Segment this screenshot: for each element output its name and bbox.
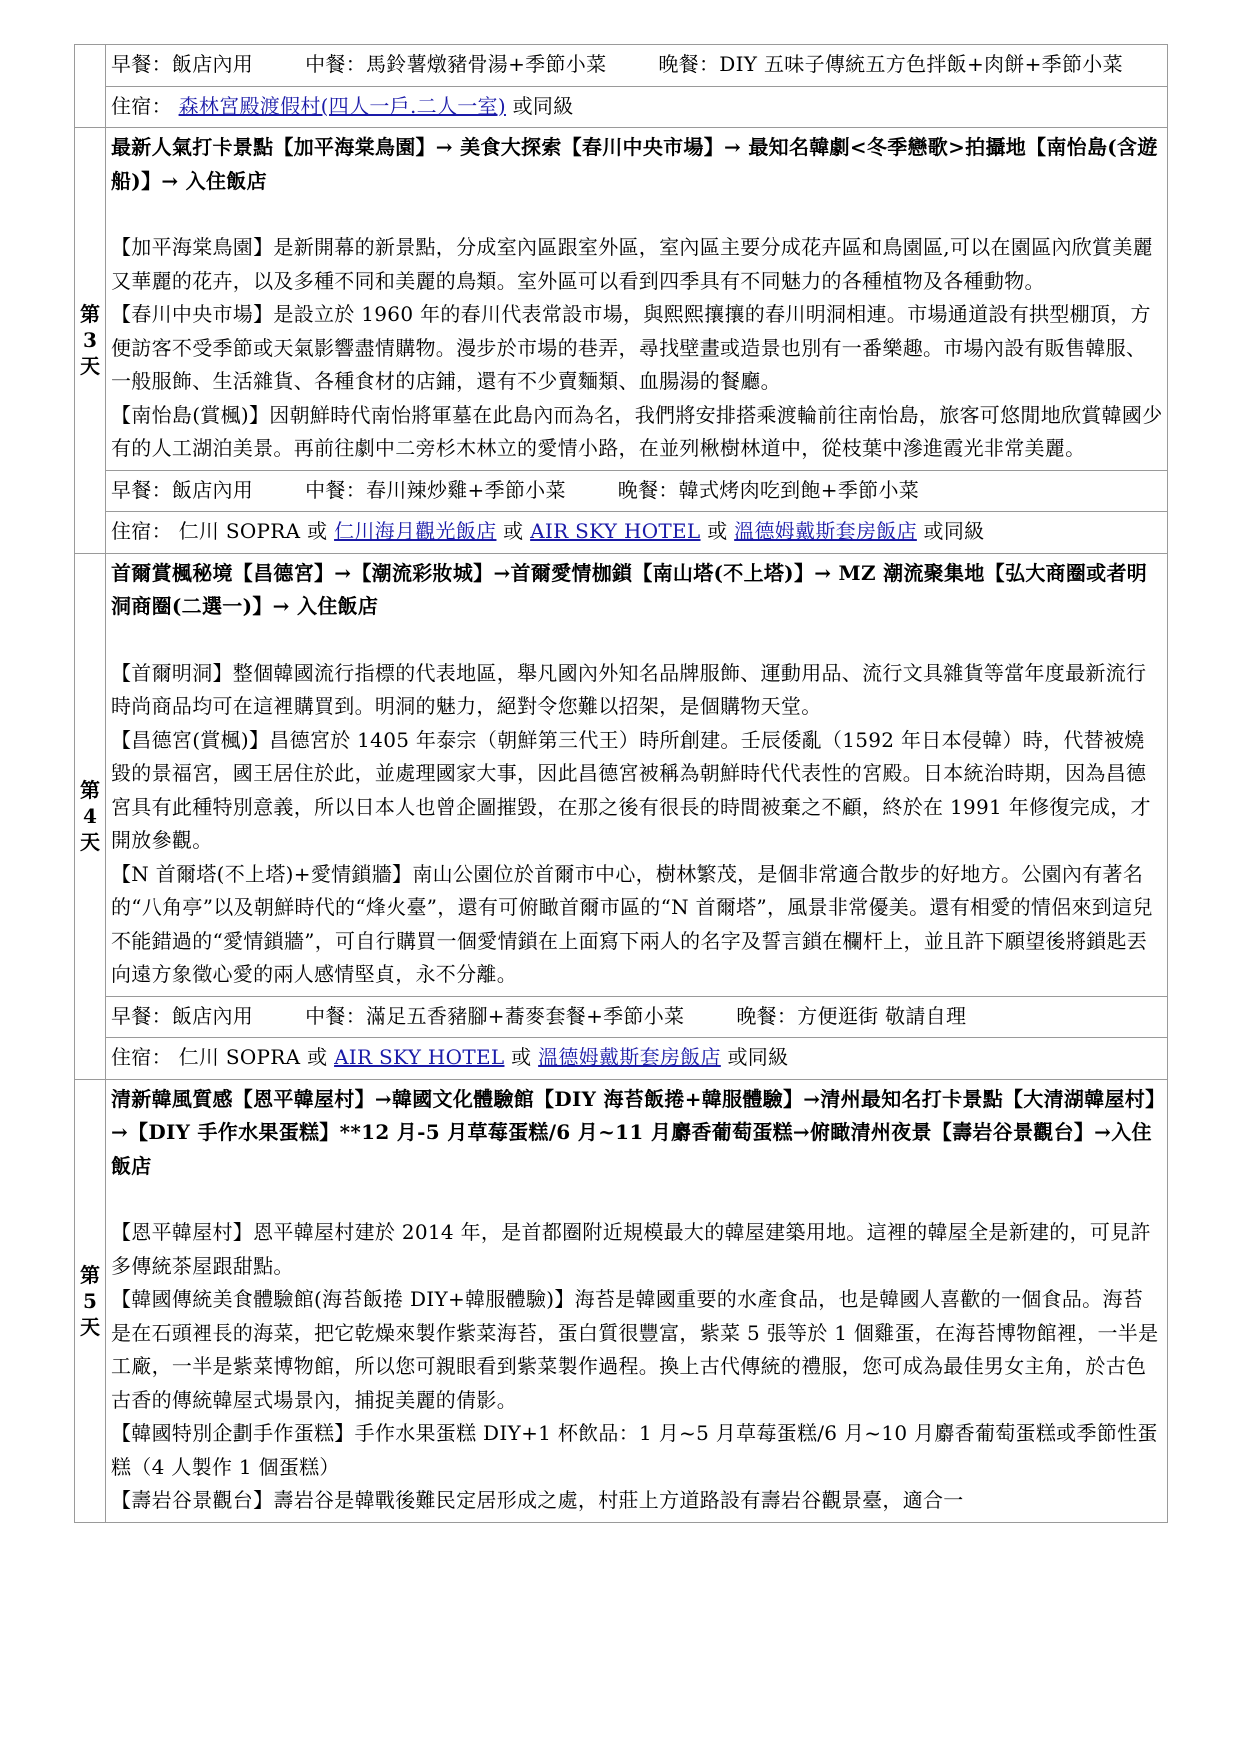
day5-paragraph: 【壽岩谷景觀台】壽岩谷是韓戰後難民定居形成之處，村莊上方道路設有壽岩谷觀景臺，適合一 — [111, 1488, 964, 1512]
day4-paragraph: 【N 首爾塔(不上塔)+愛情鎖牆】南山公園位於首爾市中心，樹林繁茂，是個非常適合散步的好地方。公園內有著名的“八角亭”以及朝鮮時代的“烽火臺”，還有可俯瞰首爾市區的“N 首爾塔”，風景非常優美。還有相愛的情侶來到這兒不能錯過的“愛情鎖牆”，可自行購買一個愛情鎖在上面寫下兩人的名字及誓言鎖在欄杆上，並且許下願望後將鎖匙丟向遠方象徵心愛的兩人感情堅貞，永不分離。 — [111, 861, 1153, 986]
dinner-text: 晚餐：方便逛街 敬請自理 — [736, 1003, 967, 1028]
hotel-sopra: 仁川 SOPRA — [178, 1045, 301, 1069]
stay-tail: 或同級 — [923, 519, 985, 543]
hotel-link-incheon-haewol[interactable]: 仁川海月觀光飯店 — [334, 519, 497, 543]
day5-paragraph: 【韓國特別企劃手作蛋糕】手作水果蛋糕 DIY+1 杯飲品：1 月~5 月草莓蛋糕/6 月~10 月麝香葡萄蛋糕或季節性蛋糕（4 人製作 1 個蛋糕） — [111, 1421, 1158, 1479]
hotel-sopra: 仁川 SOPRA — [178, 519, 301, 543]
day4-paragraph: 【首爾明洞】整個韓國流行指標的代表地區，舉凡國內外知名品牌服飾、運動用品、流行文具雜貨等當年度最新流行時尚商品均可在這裡購買到。明洞的魅力，絕對令您難以招架，是個購物天堂。 — [111, 660, 1147, 718]
hotel-link-wyndham[interactable]: 溫德姆戴斯套房飯店 — [734, 519, 917, 543]
day4-stay-row — [75, 1038, 1168, 1080]
day5-main-row — [75, 1079, 1168, 1522]
day2-meals-row — [75, 45, 1168, 87]
day4-main-row — [75, 553, 1168, 996]
day4-paragraph: 【昌德宮(賞楓)】昌德宮於 1405 年泰宗（朝鮮第三代王）時所創建。壬辰倭亂（1592 年日本侵韓）時，代替被燒毀的景福宮，國王居住於此，並處理國家大事，因此昌德宮被稱為朝鮮時代代表性的宮殿。日本統治時期，因為昌德宮具有此種特別意義，所以日本人也曾企圖摧毀，在那之後有很長的時間被棄之不顧，終於在 1991 年修復完成，才開放參觀。 — [111, 727, 1151, 852]
stay-label: 住宿： — [111, 93, 172, 118]
itinerary-table — [74, 44, 1168, 1523]
lunch-text: 中餐：春川辣炒雞+季節小菜 — [305, 477, 566, 502]
breakfast-text: 早餐：飯店內用 — [111, 52, 254, 76]
day2-stay — [106, 86, 1168, 128]
hotel-link-air-sky[interactable]: AIR SKY HOTEL — [334, 1045, 505, 1069]
stay-label: 住宿： — [111, 519, 172, 543]
hotel-link-air-sky[interactable]: AIR SKY HOTEL — [530, 519, 701, 543]
day3-paragraph: 【春川中央市場】是設立於 1960 年的春川代表常設市場，與熙熙攘攘的春川明洞相連。市場通道設有拱型棚頂，方便訪客不受季節或天氣影響盡情購物。漫步於市場的巷弄，尋找壁畫或造景也別有一番樂趣。市場內設有販售韓服、一般服飾、生活雜貨、各種食材的店鋪，還有不少賣麵類、血腸湯的餐廳。 — [111, 302, 1151, 393]
day4-heading: 首爾賞楓秘境【昌德宮】→【潮流彩妝城】→首爾愛情枷鎖【南山塔(不上塔)】→ MZ 潮流聚集地【弘大商圈或者明洞商圈(二選一)】→ 入住飯店 — [111, 560, 1148, 618]
day4-content — [106, 553, 1168, 996]
stay-label: 住宿： — [111, 1045, 172, 1069]
day3-paragraph: 【加平海棠鳥園】是新開幕的新景點，分成室內區跟室外區，室內區主要分成花卉區和鳥園區,可以在園區內欣賞美麗又華麗的花卉，以及多種不同和美麗的鳥類。室外區可以看到四季具有不同魅力的各種植物及各種動物。 — [111, 235, 1153, 293]
day3-meals-row — [75, 470, 1168, 512]
breakfast-text: 早餐：飯店內用 — [111, 477, 254, 502]
day3-content — [106, 128, 1168, 471]
breakfast-text: 早餐：飯店內用 — [111, 1003, 254, 1028]
hotel-link-forest-palace[interactable]: 森林宮殿渡假村(四人一戶.二人一室) — [178, 93, 506, 118]
day2-meals — [106, 45, 1168, 87]
day4-meals — [106, 996, 1168, 1038]
dinner-text: 晚餐：韓式烤肉吃到飽+季節小菜 — [617, 477, 920, 502]
day3-main-row — [75, 128, 1168, 471]
day3-label: 第 3 天 — [75, 128, 106, 554]
day2-stay-row — [75, 86, 1168, 128]
day3-stay: 住宿： 仁川 SOPRA 或 仁川海月觀光飯店 或 AIR SKY HOTEL 或 溫德姆戴斯套房飯店 或同級 — [106, 512, 1168, 554]
day4-label: 第 4 天 — [75, 553, 106, 1079]
day5-paragraph: 【韓國傳統美食體驗館(海苔飯捲 DIY+韓服體驗)】海苔是韓國重要的水產食品，也是韓國人喜歡的一個食品。海苔是在石頭裡長的海菜，把它乾燥來製作紫菜海苔，蛋白質很豐富，紫菜 5 張等於 1 個雞蛋，在海苔博物館裡，一半是工廠，一半是紫菜博物館，所以您可親眼看到紫菜製作過程。換上古代傳統的禮服，您可成為最佳男女主角，於古色古香的傳統韓屋式場景內，捕捉美麗的倩影。 — [111, 1287, 1159, 1412]
day5-heading: 清新韓風質感【恩平韓屋村】→韓國文化體驗館【DIY 海苔飯捲+韓服體驗】→清州最知名打卡景點【大清湖韓屋村】→【DIY 手作水果蛋糕】**12 月-5 月草莓蛋糕/6 月~11 月麝香葡萄蛋糕→俯瞰清州夜景【壽岩谷景觀台】→入住飯店 — [111, 1086, 1156, 1178]
day5-paragraph: 【恩平韓屋村】恩平韓屋村建於 2014 年，是首都圈附近規模最大的韓屋建築用地。這裡的韓屋全是新建的，可見許多傳統茶屋跟甜點。 — [111, 1220, 1151, 1278]
day4-meals-row — [75, 996, 1168, 1038]
day3-meals — [106, 470, 1168, 512]
day5-content — [106, 1079, 1168, 1522]
hotel-link-wyndham[interactable]: 溫德姆戴斯套房飯店 — [538, 1045, 721, 1069]
lunch-text: 中餐：滿足五香豬腳+蕎麥套餐+季節小菜 — [305, 1003, 685, 1028]
day3-paragraph: 【南怡島(賞楓)】因朝鮮時代南怡將軍墓在此島內而為名，我們將安排搭乘渡輪前往南怡島，旅客可悠閒地欣賞韓國少有的人工湖泊美景。再前往劇中二旁杉木林立的愛情小路，在並列楸樹林道中，從枝葉中滲進霞光非常美麗。 — [111, 402, 1163, 460]
lunch-text: 中餐：馬鈴薯燉豬骨湯+季節小菜 — [305, 52, 607, 76]
day5-label: 第 5 天 — [75, 1079, 106, 1522]
day3-heading: 最新人氣打卡景點【加平海棠鳥園】→ 美食大探索【春川中央市場】→ 最知名韓劇<冬季戀歌>拍攝地【南怡島(含遊船)】→ 入住飯店 — [111, 135, 1158, 193]
day4-stay: 住宿： 仁川 SOPRA 或 AIR SKY HOTEL 或 溫德姆戴斯套房飯店 或同級 — [106, 1038, 1168, 1080]
stay-tail: 或同級 — [727, 1045, 789, 1069]
dinner-text: 晚餐：DIY 五味子傳統五方色拌飯+肉餅+季節小菜 — [658, 52, 1123, 76]
stay-tail: 或同級 — [512, 93, 574, 118]
day3-stay-row — [75, 512, 1168, 554]
day2-label-cell — [75, 45, 106, 128]
